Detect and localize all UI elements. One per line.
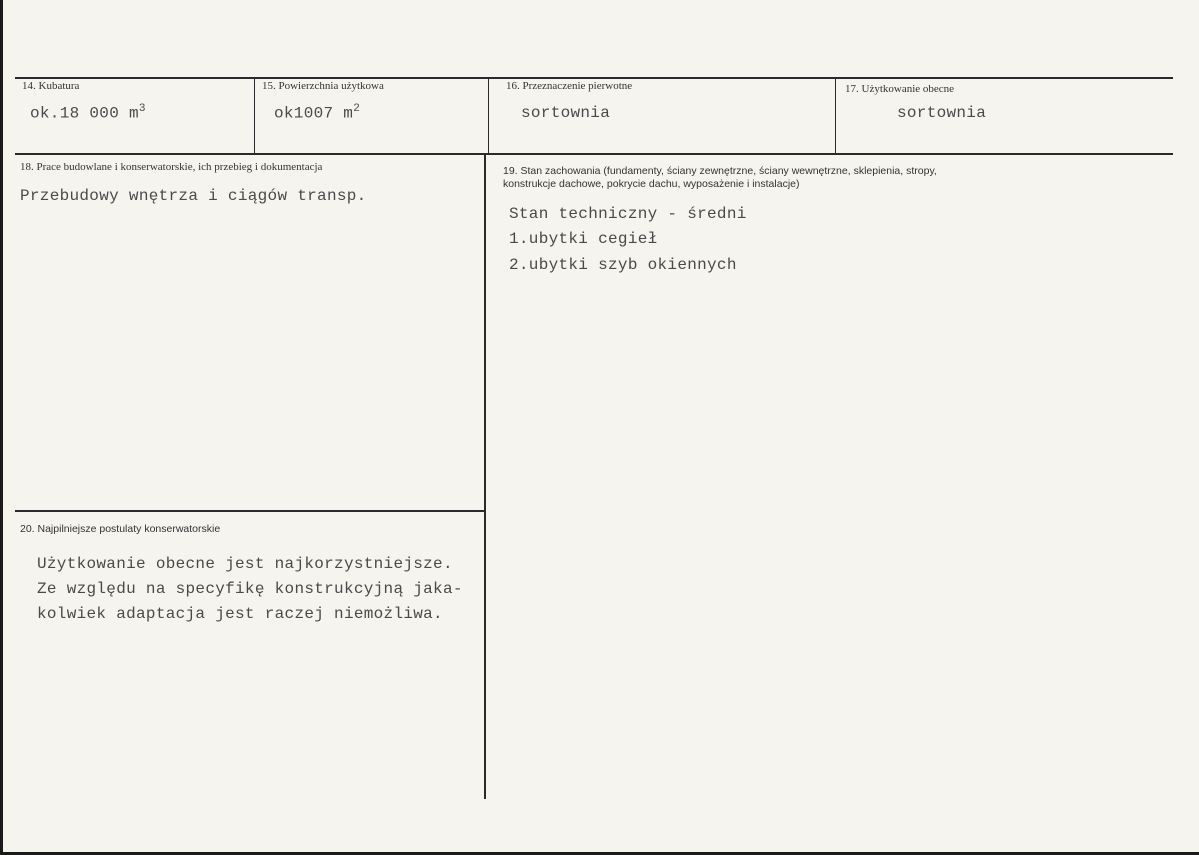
v-divider-16-17 bbox=[835, 77, 836, 154]
h-divider-18-20 bbox=[15, 510, 485, 512]
field-14-value-text: ok.18 000 m bbox=[30, 104, 139, 123]
field-18-value: Przebudowy wnętrza i ciągów transp. bbox=[20, 187, 367, 205]
field-18-label: 18. Prace budowlane i konserwatorskie, ich przebieg i dokumentacja bbox=[20, 161, 323, 173]
field-19-label-line2: konstrukcje dachowe, pokrycie dachu, wyposażenie i instalacje) bbox=[503, 178, 800, 190]
field-14-label: 14. Kubatura bbox=[22, 80, 80, 92]
field-19-label-line1: 19. Stan zachowania (fundamenty, ściany zewnętrzne, ściany wewnętrzne, sklepienia, stropy, bbox=[503, 165, 937, 177]
field-16-label: 16. Przeznaczenie pierwotne bbox=[506, 80, 633, 92]
field-20-line-3: kolwiek adaptacja jest raczej niemożliwa. bbox=[37, 605, 443, 623]
field-17-value: sortownia bbox=[897, 104, 987, 122]
field-17-label: 17. Użytkowanie obecne bbox=[845, 83, 955, 95]
mid-rule bbox=[15, 153, 1173, 155]
field-20-line-2: Ze względu na specyfikę konstrukcyjną jaka- bbox=[37, 580, 463, 598]
v-divider-main bbox=[484, 154, 486, 799]
field-14-value-exponent: 3 bbox=[138, 103, 146, 115]
field-19-line-2: 1.ubytki cegieł bbox=[509, 230, 658, 248]
field-16-value: sortownia bbox=[521, 104, 611, 122]
field-19-line-1: Stan techniczny - średni bbox=[509, 205, 747, 223]
field-19-line-3: 2.ubytki szyb okiennych bbox=[509, 256, 737, 274]
field-15-label: 15. Powierzchnia użytkowa bbox=[262, 80, 384, 92]
field-15-value-text: ok1007 m bbox=[274, 104, 354, 123]
field-14-value bbox=[30, 103, 146, 122]
field-20-line-1: Użytkowanie obecne jest najkorzystniejsze. bbox=[37, 555, 453, 573]
field-20-label: 20. Najpilniejsze postulaty konserwatorskie bbox=[20, 523, 221, 535]
v-divider-14-15 bbox=[254, 77, 255, 154]
field-15-value-exponent: 2 bbox=[353, 103, 361, 115]
v-divider-15-16 bbox=[488, 77, 489, 154]
top-rule bbox=[15, 77, 1173, 79]
field-15-value bbox=[274, 103, 360, 122]
